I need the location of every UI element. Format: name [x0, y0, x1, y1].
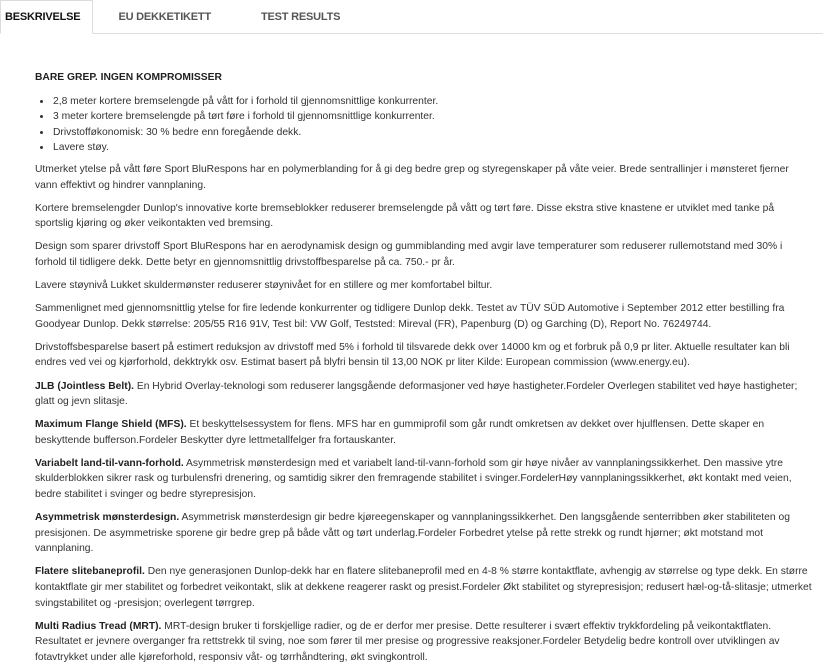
- tab-bar: [0, 0, 823, 34]
- text-variable-ratio: Asymmetrisk mønsterdesign med et variabelt land-til-vann-forhold som gir høye nivåer av vannplaningssikkerhet. Den massive ytre skulderblokken sikrer rask og turbulensfri drenering, og samtidig sikrer den fremragende stabilitet i svinger.FordelerHøy vannplaningssikkerhet, økt kontakt med veien, bedre stabilitet i svinger og bedre styrepresisjon.: [35, 457, 792, 501]
- description-heading: BARE GREP. INGEN KOMPROMISSER: [35, 72, 222, 83]
- bullet-item: • Lavere støy.: [52, 140, 813, 156]
- paragraph-fuel-saving: Design som sparer drivstoff Sport BluRespons har en aerodynamisk design og gummiblanding med avgir lave temperaturer som reduserer rullemotstand med 30% i forhold til tidligere dekk. Dette betyr en gjennomsnittlig drivstoffbesparelse på ca. 750.- pr år.: [35, 241, 783, 268]
- term-flat-tread: Flatere slitebaneprofil.: [35, 566, 145, 578]
- text-mrt: MRT-design bruker ti forskjellige radier, og de er derfor mer presise. Dette resulterer i svært effektiv trykkfordeling på veikontaktflaten. Resultatet er jevnere overganger fra rettstrekk til sving, noe som fører til mer presise og progressive reaksjoner.Fordeler Betydelig bedre kontroll over utviklingen av fotavtrykket under alle kjøreforhold, responsiv våt- og tørrhåndtering, økt svingkontroll.: [35, 620, 780, 663]
- feature-bullet-list: [35, 94, 813, 156]
- tab-beskrivelse[interactable]: BESKRIVELSE: [0, 0, 93, 34]
- paragraph-noise: Lavere støynivå Lukket skuldermønster reduserer støynivået for en stillere og mer komfortabel biltur.: [35, 280, 493, 292]
- tab-eu-dekketikett[interactable]: EU DEKKETIKETT: [118, 10, 211, 23]
- term-mfs: Maximum Flange Shield (MFS).: [35, 419, 187, 431]
- paragraph-flat-tread: [35, 564, 813, 611]
- text-jlb: En Hybrid Overlay-teknologi som reduserer langsgående deformasjoner ved høye hastigheter.Fordeler Overlegen stabilitet ved høye hastigheter; glatt og jevn slitasje.: [35, 380, 798, 408]
- paragraph-braking: Kortere bremselengder Dunlop's innovative korte bremseblokker reduserer bremselengde på vått og tørt føre. Disse ekstra stive knastene er utviklet med tanke på sportslig kjøring og øker veikontakten ved bremsing.: [35, 202, 775, 230]
- bullet-item: • 3 meter kortere bremselengde på tørt føre i forhold til gjennomsnittlige konkurrenter.: [52, 109, 813, 125]
- text-flat-tread: Den nye generasjonen Dunlop-dekk har en flatere slitebaneprofil med en 4-8 % større kontaktflate, avhengig av størrelse og type dekk. En større kontaktflate gir mer stabilitet og forbedret veikontakt, slik at dekkene reagerer raskt og presist.Fordeler Økt stabilitet og styrepresisjon; redusert hæl-og-tå-slitasje; utmerket svingstabilitet og -presisjon; overlegent tørrgrep.: [35, 566, 812, 609]
- bullet-item: • 2,8 meter kortere bremselengde på vått for i forhold til gjennomsnittlige konkurrenter.: [52, 94, 813, 110]
- tab-test-results[interactable]: TEST RESULTS: [260, 10, 341, 23]
- paragraph-jlb: [35, 379, 813, 410]
- paragraph-mrt: [35, 619, 813, 666]
- paragraph-variable-ratio: [35, 456, 813, 503]
- paragraph-asymmetric: [35, 510, 813, 557]
- description-panel: [0, 34, 823, 666]
- paragraph-fuel-note: Drivstoffsbesparelse basert på estimert reduksjon av drivstoff med 5% i forhold til tilsvarede dekk over 14000 km og et forbruk på 0,9 pr liter. Aktuelle resultater kan bli endres ved vei og kjørforhold, dekktrykk osv. Estimat basert på blyfri bensin til 13,00 NOK pr liter Kilde: European commission (www.energy.eu).: [35, 341, 790, 369]
- paragraph-test-note: Sammenlignet med gjennomsnittlig ytelse for fire ledende konkurrenter og tidligere Dunlop dekk. Testet av TÜV SÜD Automotive i September 2012 etter bestilling fra Goodyear Dunlop. Dekk størrelse: 205/55 R16 91V, Test bil: VW Golf, Teststed: Mireval (FR), Papenburg (D) og Garching (D), Report No. 76249744.: [35, 303, 785, 330]
- term-mrt: Multi Radius Tread (MRT).: [35, 620, 162, 632]
- text-asymmetric: Asymmetrisk mønsterdesign gir bedre kjøreegenskaper og vannplaningssikkerhet. Den langsgående senterribben øker stabiliteten og presisjonen. De asymmetriske sporene gir bedre grep på både vått og tørt underlag.Fordeler Forbedret ytelse på rette strekk og rundt hjørner; økt motstand mot vannplaning.: [35, 512, 790, 555]
- term-variable-ratio: Variabelt land-til-vann-forhold.: [35, 457, 184, 469]
- term-asymmetric: Asymmetrisk mønsterdesign.: [35, 512, 180, 524]
- term-jlb: JLB (Jointless Belt).: [35, 380, 134, 392]
- paragraph-wet-performance: Utmerket ytelse på vått føre Sport BluRespons har en polymerblanding for å gi deg bedre grep og styregenskaper på våte veier. Brede sentrallinjer i mønsteret fjerner vann effektivt og hindrer vannplaning.: [35, 163, 789, 191]
- text-mfs: Et beskyttelsessystem for flens. MFS har en gummiprofil som går rundt omkretsen av dekket over hjulflensen. Dette skaper en beskyttende bufferson.Fordeler Beskytter dyre lettmetallfelger fra fortauskanter.: [35, 419, 765, 446]
- bullet-item: • Drivstofføkonomisk: 30 % bedre enn foregående dekk.: [52, 125, 813, 141]
- paragraph-mfs: [35, 417, 813, 448]
